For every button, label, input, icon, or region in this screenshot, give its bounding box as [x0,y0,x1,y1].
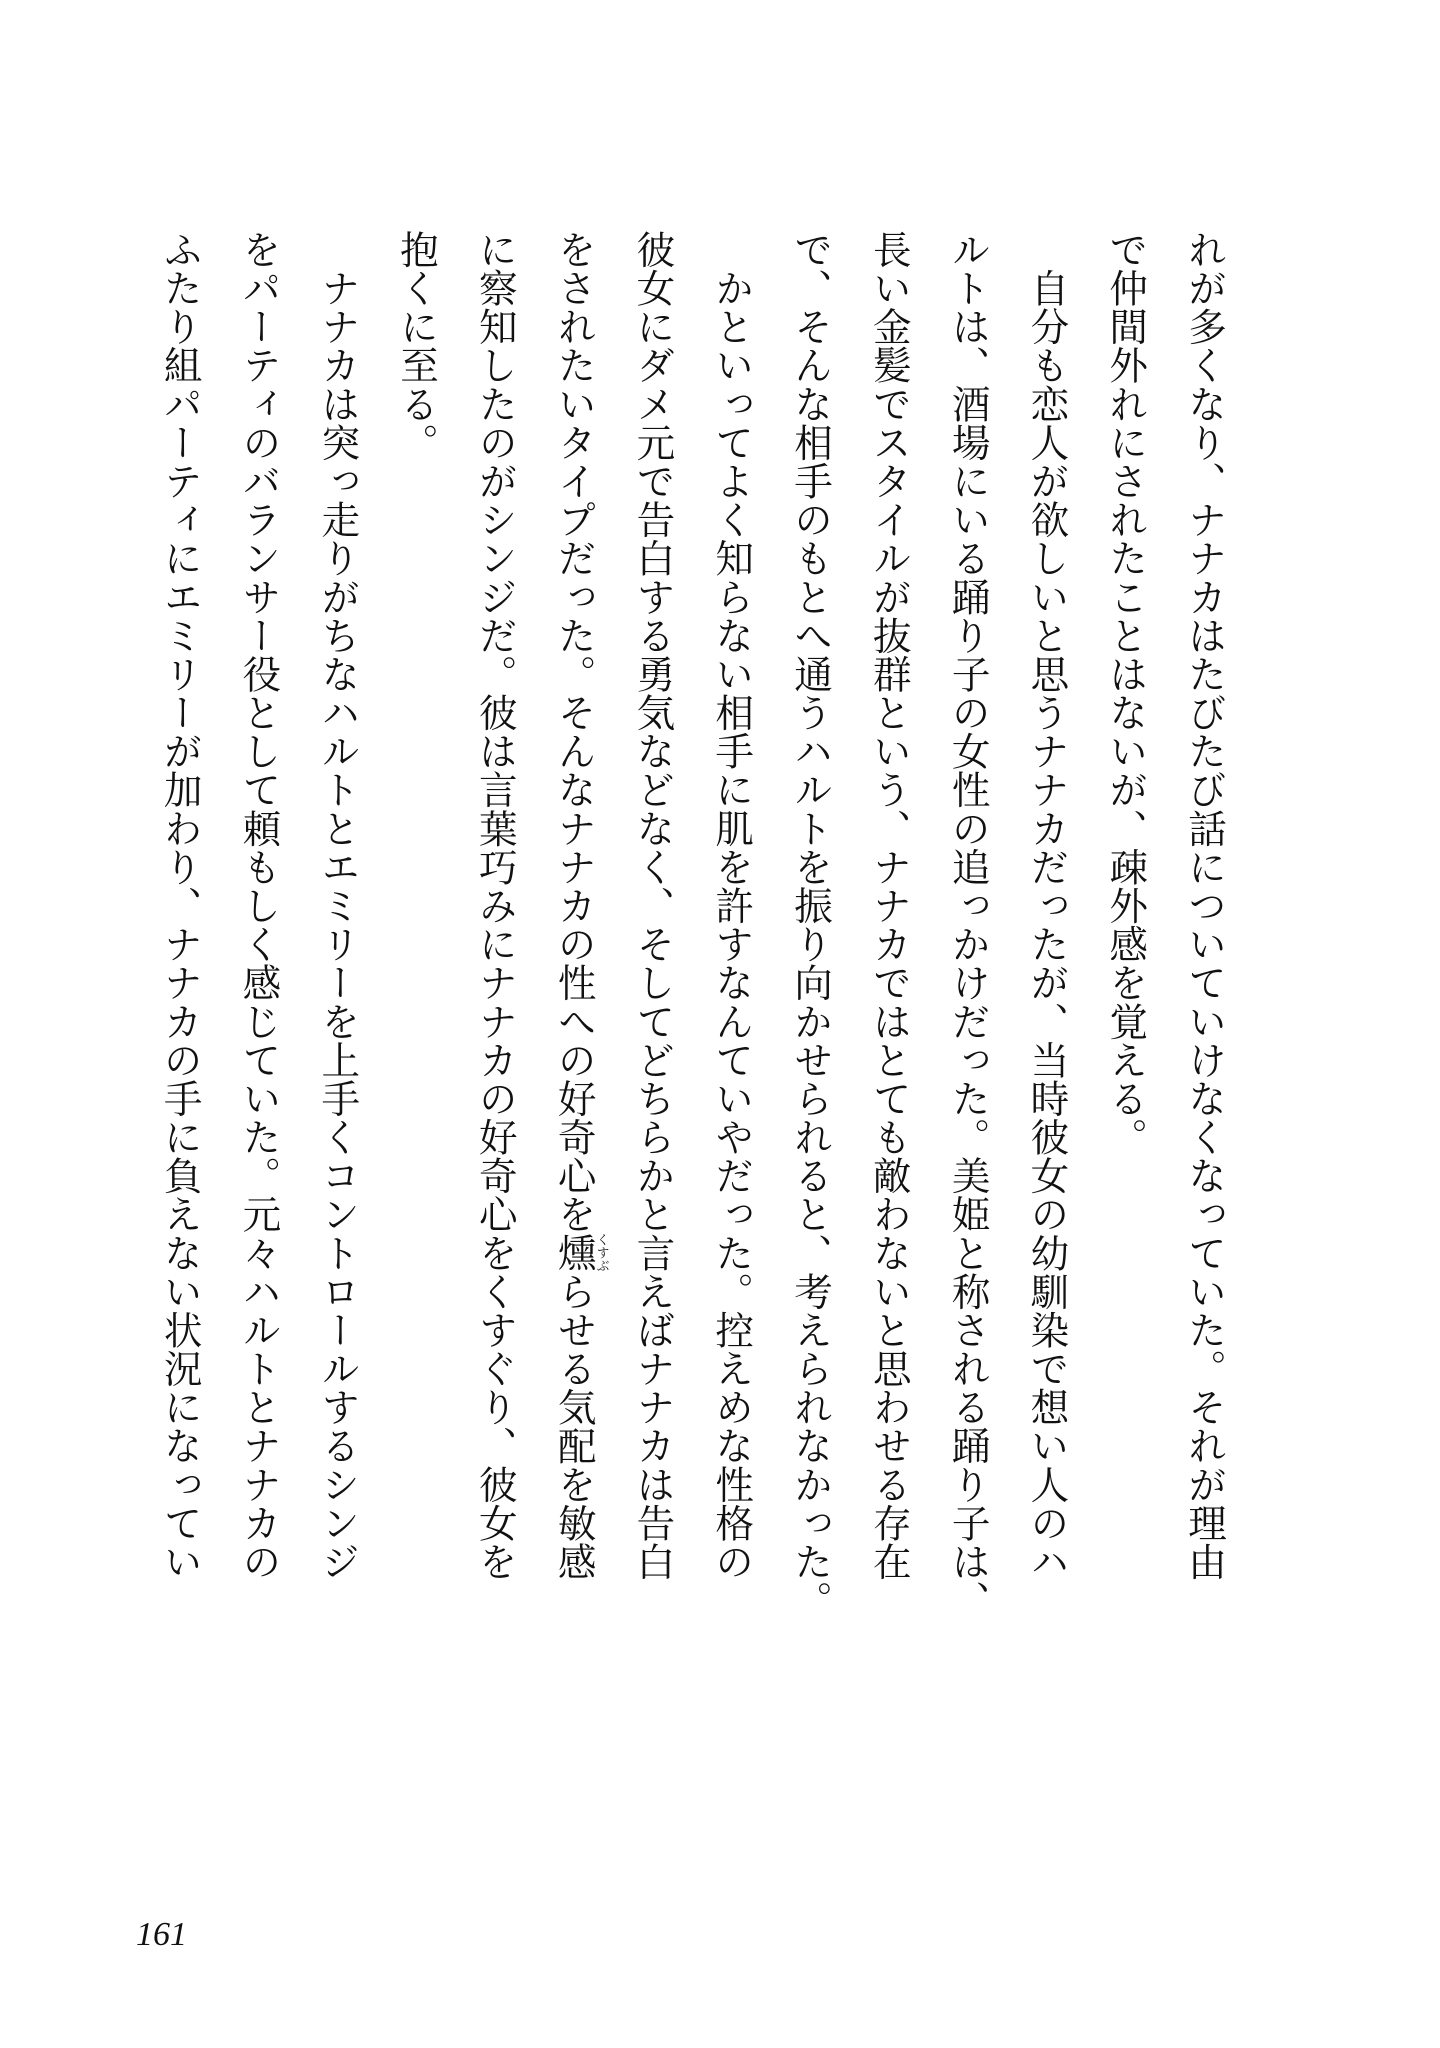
text-line: 自分も恋人が欲しいと思うナナカだったが、当時彼女の幼馴染で想い人のハ [1024,230,1070,1581]
text-segment: らせる気配を敏感 [551,1271,597,1581]
text-line: ふたり組パーティにエミリーが加わり、ナナカの手に負えない状況になってい [157,230,203,1581]
text-line: をパーティのバランサー役として頼もしく感じていた。元々ハルトとナナカの [236,230,282,1581]
text-line: かといってよく知らない相手に肌を許すなんていやだった。控えめな性格の [709,230,755,1581]
vertical-text-body [139,230,1243,1710]
text-line: 長い金髪でスタイルが抜群という、ナナカではとても敵わないと思わせる存在 [866,230,912,1581]
text-line: ルトは、酒場にいる踊り子の女性の追っかけだった。美姫と称される踊り子は、 [945,230,991,1620]
text-line: ナナカは突っ走りがちなハルトとエミリーを上手くコントロールするシンジ [315,230,361,1581]
text-segment: をされたいタイプだった。そんなナナカの性への好奇心を [551,230,597,1234]
text-line: で仲間外れにされたことはないが、疎外感を覚える。 [1103,230,1149,1157]
ruby-base: 燻 [551,1233,597,1273]
ruby-text: くすぶ [593,1233,609,1273]
page-number: 161 [136,1916,187,1953]
text-line: れが多くなり、ナナカはたびたび話についていけなくなっていた。それが理由 [1182,230,1227,1581]
text-line: に察知したのがシンジだ。彼は言葉巧みにナナカの好奇心をくすぐり、彼女を [472,230,518,1581]
text-line: 抱くに至る。 [394,230,440,462]
ruby-annotation [551,1233,609,1273]
text-line-with-ruby [534,230,613,1710]
text-line: 彼女にダメ元で告白する勇気などなく、そしてどちらかと言えばナナカは告白 [630,230,676,1581]
text-line: で、そんな相手のもとへ通うハルトを振り向かせられると、考えられなかった。 [788,230,834,1620]
